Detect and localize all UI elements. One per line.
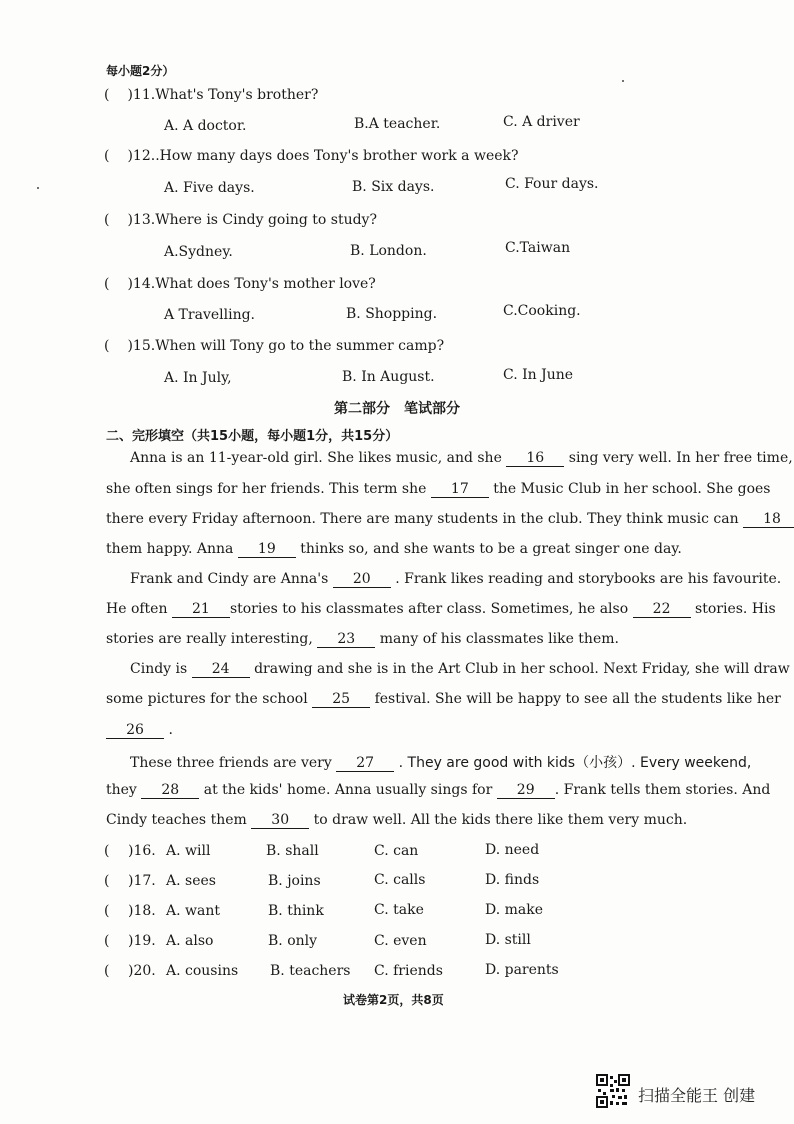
option-d: D. make xyxy=(485,902,544,918)
watermark-text: 扫描全能王 创建 xyxy=(638,1086,756,1105)
answer-paren[interactable]: ( xyxy=(104,843,110,859)
blank-28[interactable]: 28 xyxy=(141,783,199,799)
option-a: A. A doctor. xyxy=(164,118,247,134)
passage-line: Cindy teaches them 30 to draw well. All the kids there like them very much. xyxy=(106,812,688,828)
blank-17[interactable]: 17 xyxy=(431,482,489,498)
blank-19[interactable]: 19 xyxy=(238,542,296,558)
option-c: C. A driver xyxy=(503,114,580,130)
question-number: )16. xyxy=(128,843,156,859)
scan-speck xyxy=(622,80,624,82)
passage-line: Frank and Cindy are Anna's 20 . Frank likes reading and storybooks are his favourite. xyxy=(130,571,782,587)
question-number: )13. xyxy=(127,212,156,228)
question-text: When will Tony go to the summer camp? xyxy=(155,338,445,354)
option-a: A Travelling. xyxy=(164,307,255,323)
qr-code-icon xyxy=(596,1074,630,1108)
question-12 xyxy=(104,148,519,164)
blank-22[interactable]: 22 xyxy=(633,602,691,618)
option-d: D. parents xyxy=(485,962,559,978)
answer-paren[interactable]: ( xyxy=(104,963,110,979)
option-d: D. finds xyxy=(485,872,540,888)
blank-29[interactable]: 29 xyxy=(497,783,555,799)
blank-20[interactable]: 20 xyxy=(333,572,391,588)
question-number: )19. xyxy=(128,933,156,949)
option-c: C. friends xyxy=(374,963,443,979)
question-text: What does Tony's mother love? xyxy=(155,276,376,292)
page-footer: 试卷第2页，共8页 xyxy=(343,993,444,1007)
option-b: B. teachers xyxy=(270,963,351,979)
option-a: A. will xyxy=(166,843,211,859)
question-number: )11. xyxy=(127,87,156,103)
option-a: A. sees xyxy=(166,873,216,889)
option-b: B. shall xyxy=(266,843,319,859)
option-b: B. joins xyxy=(268,873,321,889)
option-b: B. In August. xyxy=(342,369,435,385)
section-note: 每小题2分） xyxy=(106,64,175,78)
blank-25[interactable]: 25 xyxy=(312,692,370,708)
blank-23[interactable]: 23 xyxy=(317,632,375,648)
blank-30[interactable]: 30 xyxy=(251,813,309,829)
option-c: C.Cooking. xyxy=(503,303,581,319)
answer-paren[interactable]: ( xyxy=(104,212,110,228)
answer-paren[interactable]: ( xyxy=(104,338,110,354)
option-a: A. Five days. xyxy=(164,180,255,196)
passage-line: stories are really interesting, 23 many of his classmates like them. xyxy=(106,631,619,647)
passage-line: she often sings for her friends. This term she 17 the Music Club in her school. She goes xyxy=(106,481,771,497)
question-text: What's Tony's brother? xyxy=(155,87,319,103)
question-number: )20. xyxy=(128,963,156,979)
blank-18[interactable]: 18 xyxy=(743,512,794,528)
option-b: B. Shopping. xyxy=(346,306,438,322)
question-13 xyxy=(104,212,377,228)
option-b: B. London. xyxy=(350,243,427,259)
option-c: C. even xyxy=(374,933,427,949)
answer-paren[interactable]: ( xyxy=(104,903,110,919)
option-c: C. can xyxy=(374,843,419,859)
option-a: A. want xyxy=(166,903,220,919)
question-number: )18. xyxy=(128,903,156,919)
question-14 xyxy=(104,276,376,292)
passage-line: some pictures for the school 25 festival. She will be happy to see all the students like her xyxy=(106,691,781,707)
blank-24[interactable]: 24 xyxy=(192,662,250,678)
answer-paren[interactable]: ( xyxy=(104,276,110,292)
question-number: )15. xyxy=(127,338,156,354)
scan-speck xyxy=(37,187,39,189)
question-number: )17. xyxy=(128,873,156,889)
answer-paren[interactable]: ( xyxy=(104,873,110,889)
option-a: A.Sydney. xyxy=(164,244,233,260)
passage-line: He often 21 stories to his classmates after class. Sometimes, he also 22 stories. His xyxy=(106,601,776,617)
option-c: C.Taiwan xyxy=(505,240,571,256)
option-c: C. calls xyxy=(374,872,426,888)
option-c: C. In June xyxy=(503,367,574,383)
blank-27[interactable]: 27 xyxy=(336,756,394,772)
question-text: .How many days does Tony's brother work a week? xyxy=(155,148,519,164)
question-11 xyxy=(104,87,318,103)
passage-line: These three friends are very 27 . They are good with kids（小孩）. Every weekend, xyxy=(130,755,752,771)
option-d: D. still xyxy=(485,932,531,948)
passage-line: 26 . xyxy=(106,722,173,739)
answer-paren[interactable]: ( xyxy=(104,933,110,949)
option-b: B.A teacher. xyxy=(354,116,441,132)
option-b: B. Six days. xyxy=(352,179,435,195)
question-number: )14. xyxy=(127,276,156,292)
option-b: B. think xyxy=(268,903,324,919)
answer-paren[interactable]: ( xyxy=(104,148,110,164)
question-text: Where is Cindy going to study? xyxy=(155,212,377,228)
blank-26[interactable]: 26 xyxy=(106,723,164,739)
option-a: A. also xyxy=(166,933,214,949)
blank-16[interactable]: 16 xyxy=(506,451,564,467)
passage-line: Anna is an 11-year-old girl. She likes music, and she 16 sing very well. In her free time, xyxy=(130,450,793,466)
option-d: D. need xyxy=(485,842,540,858)
blank-21[interactable]: 21 xyxy=(172,602,230,618)
option-a: A. In July, xyxy=(164,370,232,386)
passage-line: they 28 at the kids' home. Anna usually sings for 29 . Frank tells them stories. And xyxy=(106,782,771,798)
option-a: A. cousins xyxy=(166,963,239,979)
section-heading: 二、完形填空（共15小题，每小题1分，共15分） xyxy=(106,429,399,444)
option-c: C. take xyxy=(374,902,424,918)
question-number: )12. xyxy=(127,148,156,164)
option-c: C. Four days. xyxy=(505,176,599,192)
part-title: 第二部分 笔试部分 xyxy=(334,401,460,417)
passage-line: Cindy is 24 drawing and she is in the Art Club in her school. Next Friday, she will draw xyxy=(130,661,790,677)
option-b: B. only xyxy=(268,933,318,949)
passage-line: there every Friday afternoon. There are many students in the club. They think music can 18 xyxy=(106,511,794,528)
answer-paren[interactable]: ( xyxy=(104,87,110,103)
passage-line: them happy. Anna 19 thinks so, and she wants to be a great singer one day. xyxy=(106,541,682,557)
question-15 xyxy=(104,338,444,354)
